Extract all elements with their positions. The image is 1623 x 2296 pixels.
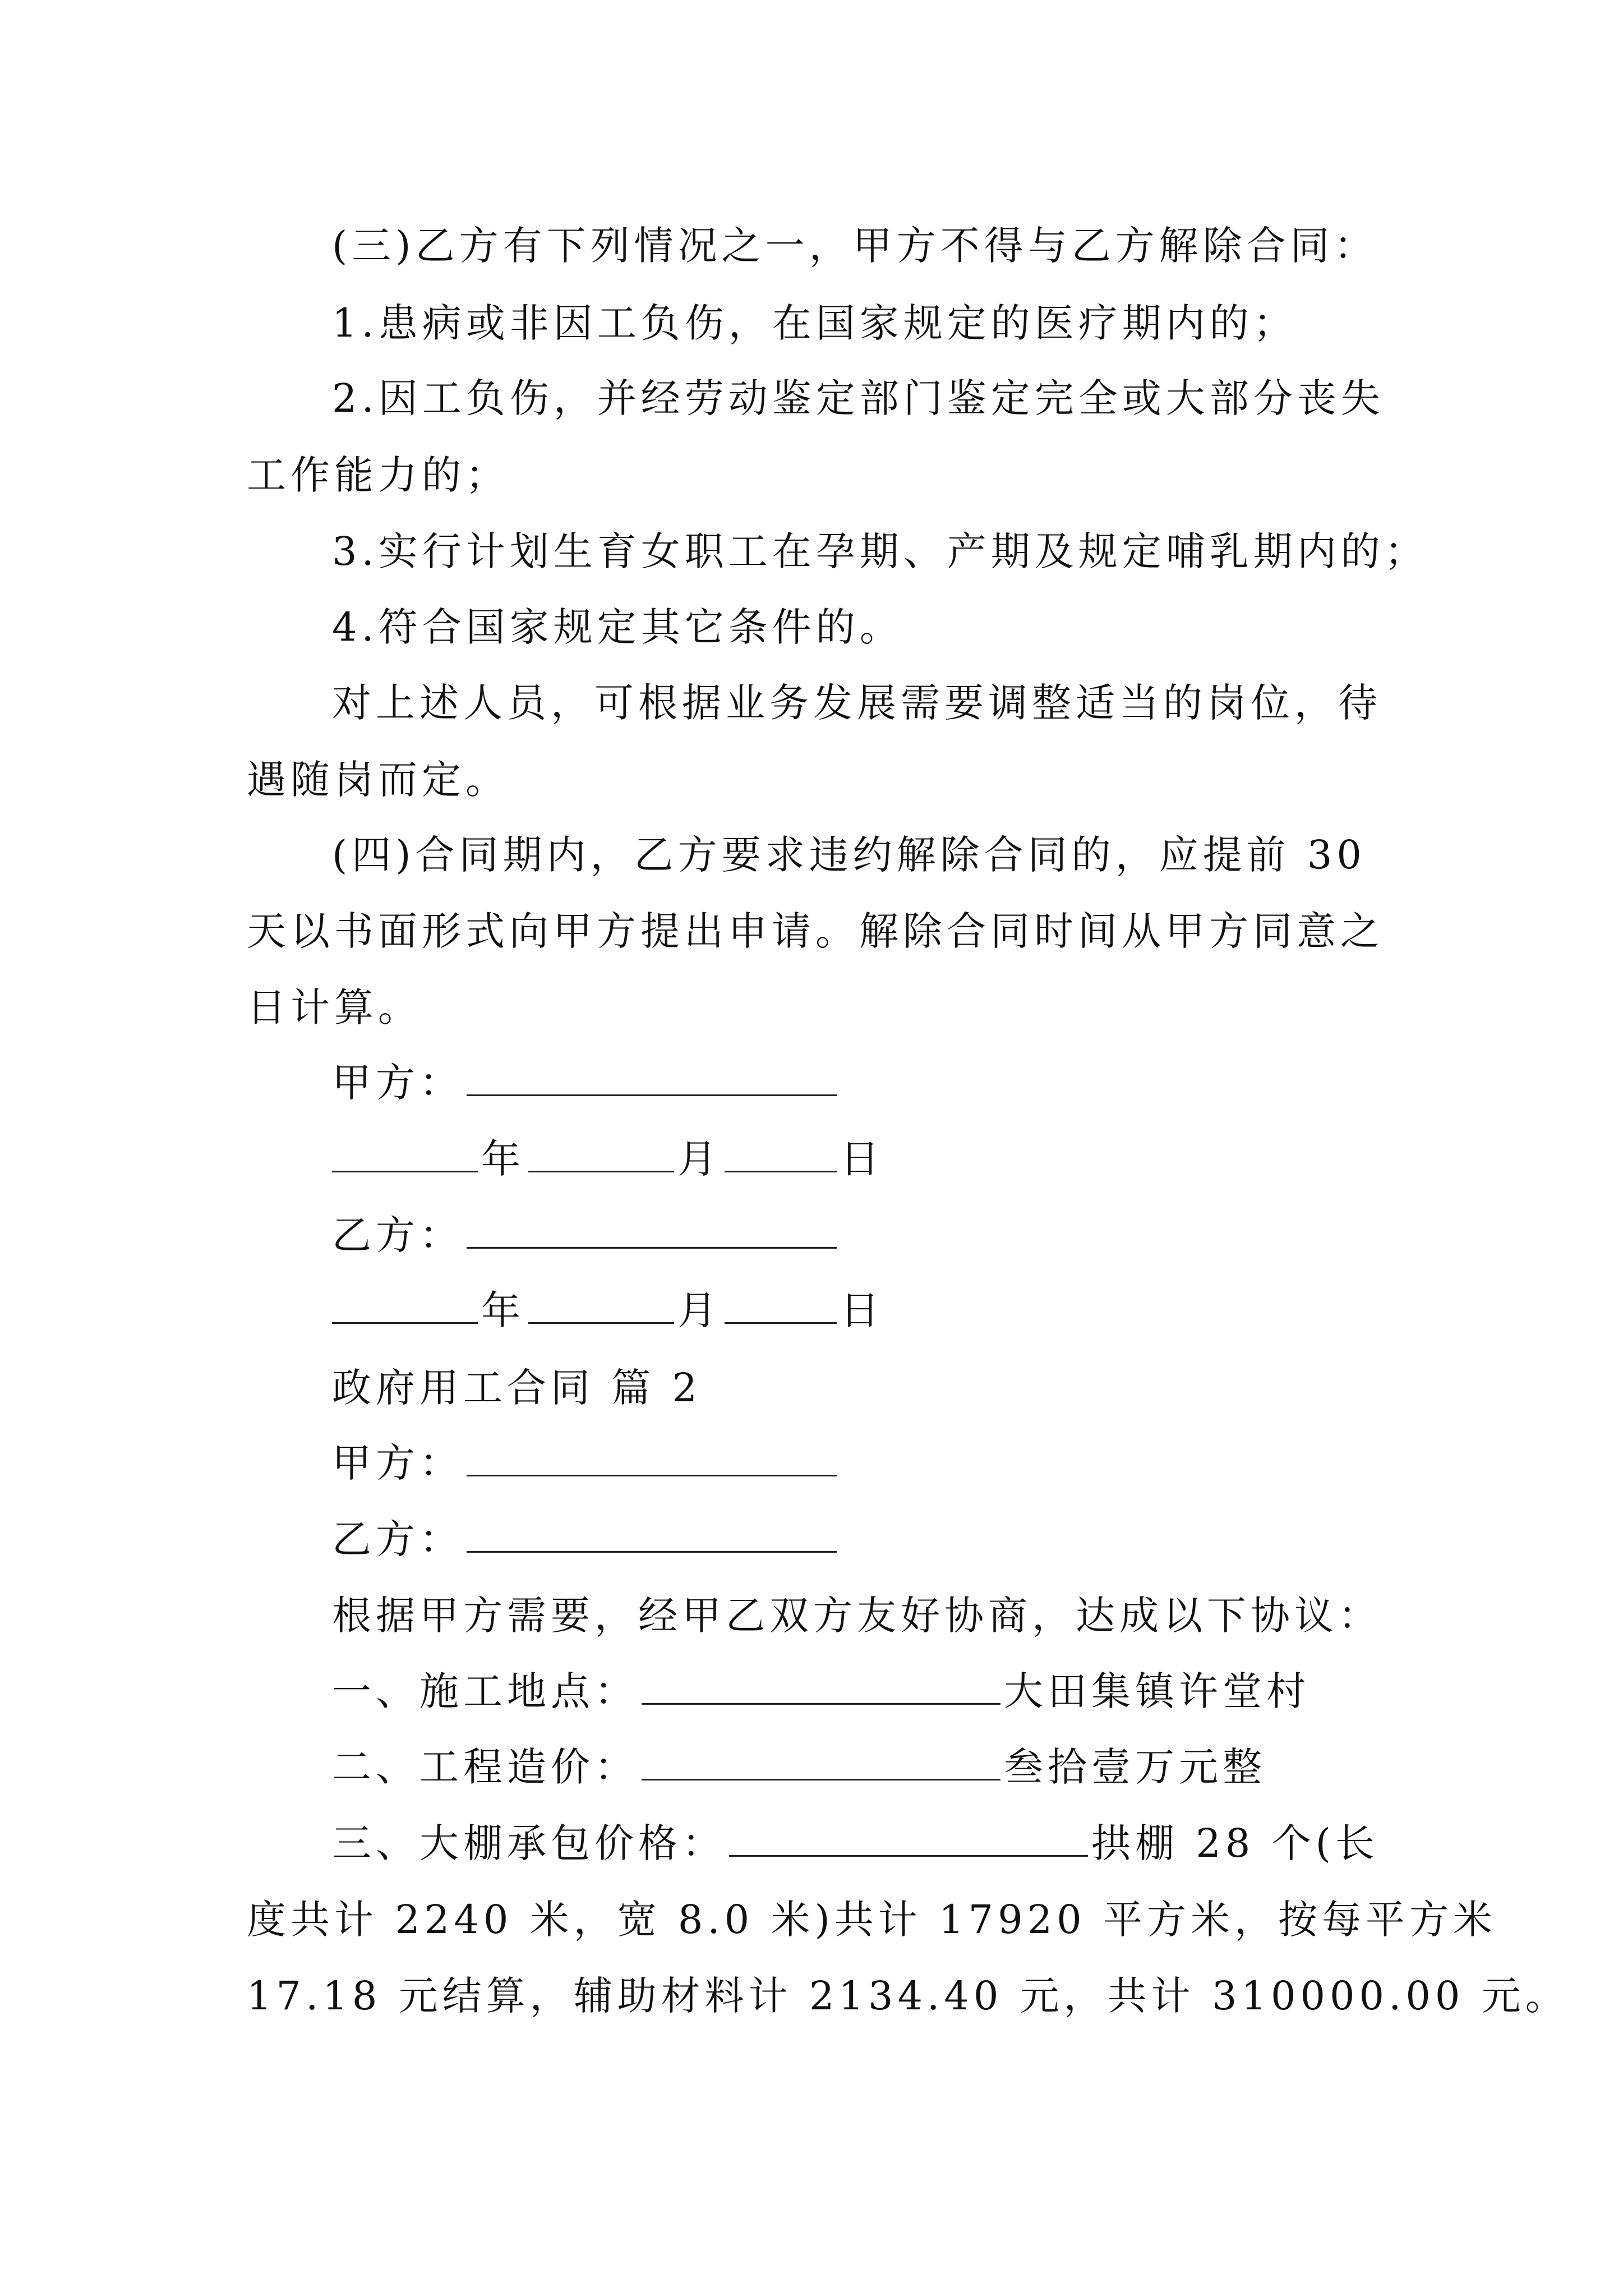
- day-label: 日: [840, 1136, 884, 1182]
- contract2-price-line1: [332, 1815, 1379, 1871]
- section4-line2: 天以书面形式向甲方提出申请。解除合同时间从甲方同意之: [247, 908, 1384, 954]
- year-label: 年: [481, 1287, 525, 1333]
- price-label: 三、大棚承包价格：: [332, 1820, 726, 1866]
- party-b-day-blank[interactable]: [725, 1283, 837, 1324]
- price-line1-tail: 拱棚 28 个(长: [1091, 1820, 1379, 1866]
- site-value: 大田集镇许堂村: [1004, 1668, 1310, 1714]
- contract2-price-line3: 17.18 元结算，辅助材料计 2134.40 元，共计 310000.00 元。: [247, 1973, 1569, 2019]
- month-label: 月: [677, 1136, 721, 1182]
- section3-item2-line2: 工作能力的；: [247, 452, 509, 498]
- contract2-party-a-line: [332, 1435, 840, 1491]
- party-a-month-blank[interactable]: [528, 1131, 674, 1172]
- section4-line1: (四)合同期内，乙方要求违约解除合同的，应提前 30: [332, 832, 1366, 878]
- party-a-date-line: [332, 1131, 884, 1187]
- section3-note-line1: 对上述人员，可根据业务发展需要调整适当的岗位，待: [332, 680, 1382, 726]
- contract2-party-b-label: 乙方：: [332, 1516, 463, 1562]
- contract2-site-line: [332, 1663, 1310, 1719]
- contract2-price-line2: 度共计 2240 米，宽 8.0 米)共计 17920 平方米，按每平方米: [247, 1897, 1497, 1943]
- contract2-intro: 根据甲方需要，经甲乙双方友好协商，达成以下协议：: [332, 1593, 1382, 1639]
- section3-item4: 4.符合国家规定其它条件的。: [332, 604, 903, 650]
- section3-item2-line1: 2.因工负伤，并经劳动鉴定部门鉴定完全或大部分丧失: [332, 375, 1385, 421]
- site-label: 一、施工地点：: [332, 1668, 638, 1714]
- party-b-month-blank[interactable]: [528, 1283, 674, 1324]
- party-a-day-blank[interactable]: [725, 1131, 837, 1172]
- day-label: 日: [840, 1287, 884, 1333]
- contract2-party-b-blank[interactable]: [467, 1512, 837, 1553]
- site-blank[interactable]: [642, 1664, 1000, 1705]
- party-a-signature-line: [332, 1055, 840, 1111]
- party-a-label: 甲方：: [332, 1060, 463, 1106]
- party-b-blank[interactable]: [467, 1208, 837, 1249]
- section3-item1: 1.患病或非因工负伤，在国家规定的医疗期内的；: [332, 300, 1297, 346]
- price-blank[interactable]: [729, 1816, 1088, 1857]
- contract2-party-a-blank[interactable]: [467, 1435, 837, 1476]
- party-a-blank[interactable]: [467, 1055, 837, 1096]
- cost-blank[interactable]: [642, 1740, 1000, 1780]
- contract2-party-a-label: 甲方：: [332, 1440, 463, 1486]
- section3-note-line2: 遇随岗而定。: [247, 757, 509, 803]
- cost-value: 叁拾壹万元整: [1004, 1744, 1266, 1790]
- contract2-title: 政府用工合同 篇 2: [332, 1365, 702, 1411]
- party-b-signature-line: [332, 1207, 840, 1263]
- section4-line3: 日计算。: [247, 984, 422, 1030]
- month-label: 月: [677, 1287, 721, 1333]
- section3-item3: 3.实行计划生育女职工在孕期、产期及规定哺乳期内的；: [332, 528, 1428, 574]
- party-a-year-blank[interactable]: [332, 1131, 478, 1172]
- year-label: 年: [481, 1136, 525, 1182]
- party-b-date-line: [332, 1282, 884, 1338]
- contract2-party-b-line: [332, 1511, 840, 1567]
- section3-heading: (三)乙方有下列情况之一，甲方不得与乙方解除合同：: [332, 223, 1378, 269]
- cost-label: 二、工程造价：: [332, 1744, 638, 1790]
- party-b-label: 乙方：: [332, 1212, 463, 1258]
- contract2-cost-line: [332, 1739, 1266, 1795]
- party-b-year-blank[interactable]: [332, 1283, 478, 1324]
